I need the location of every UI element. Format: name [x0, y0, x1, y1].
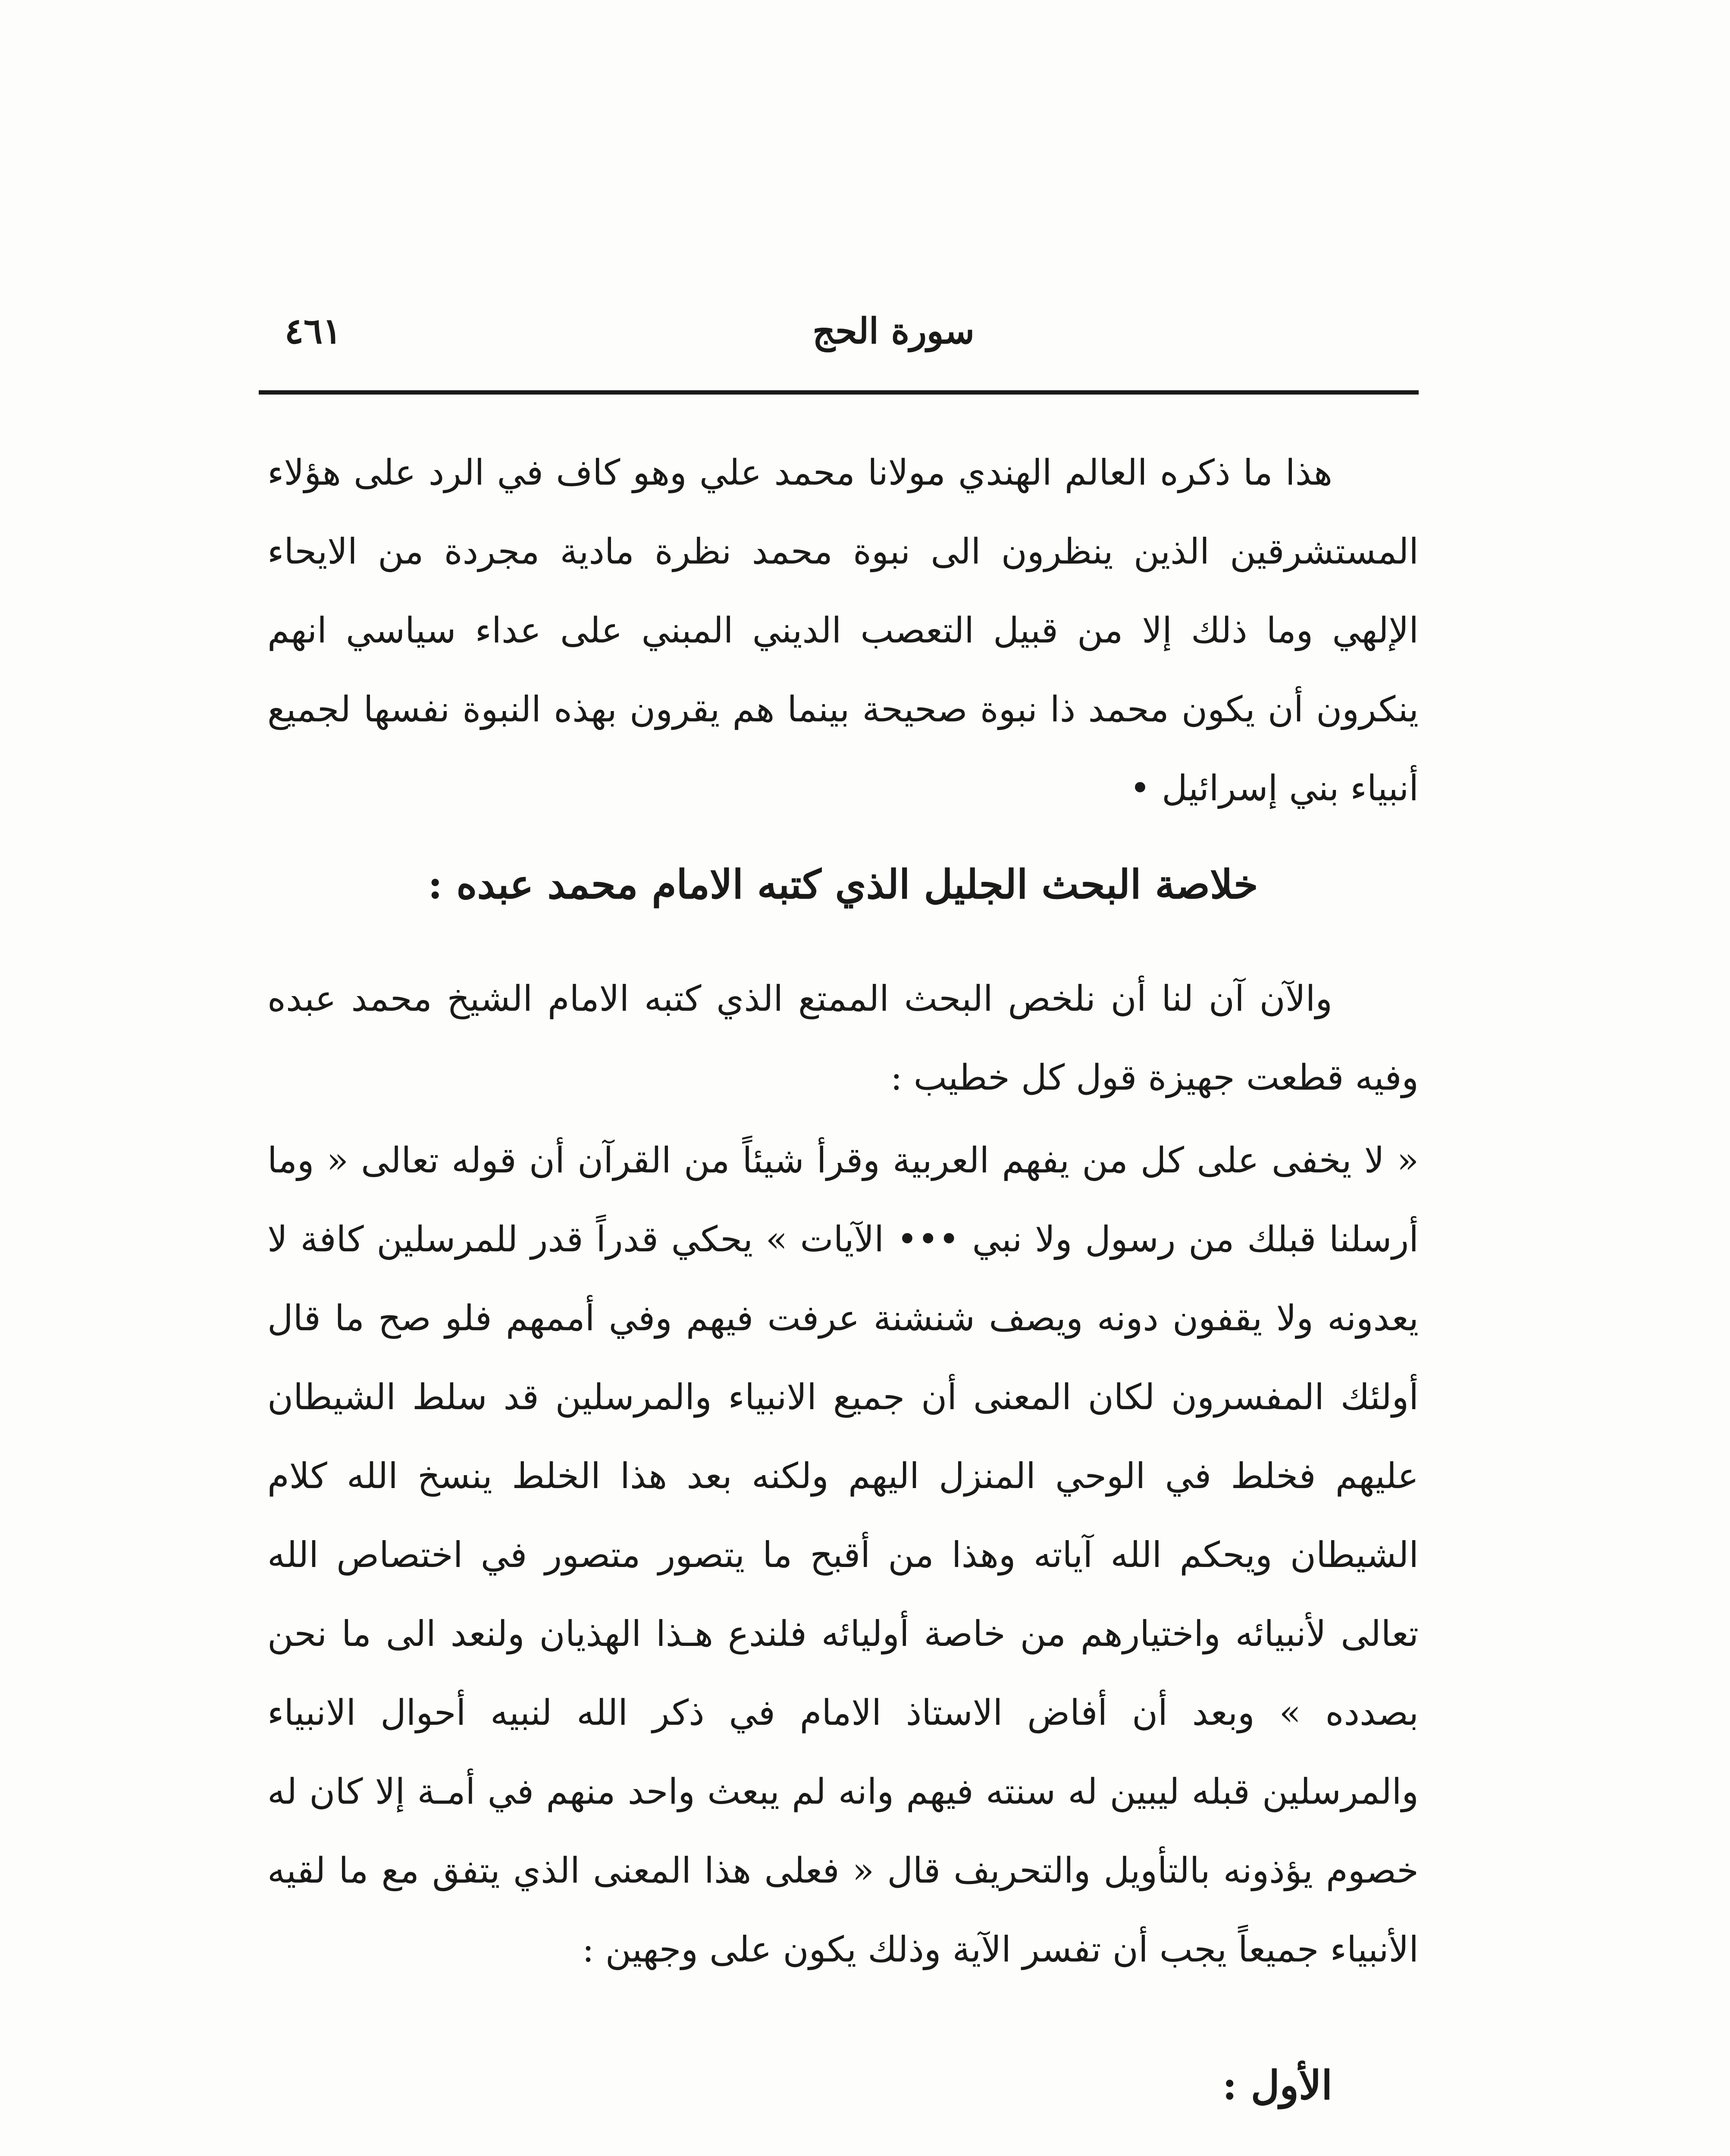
paragraph-intro-abduh: [267, 959, 1419, 1117]
page-number: ٤٦١: [285, 310, 342, 352]
paragraph-muhammad-ali: [267, 433, 1419, 828]
header-divider: [259, 390, 1419, 395]
paragraph-quotation: [267, 1121, 1419, 1989]
section-heading-summary: خلاصة البحث الجليل الذي كتبه الامام محمد عبده :: [428, 861, 1258, 908]
section-heading-first: الأول :: [1222, 2062, 1332, 2109]
paragraph-text: والآن آن لنا أن نلخص البحث الممتع الذي كتبه الامام الشيخ محمد عبده وفيه قطعت جهيزة قول كل خطيب :: [267, 978, 1419, 1098]
paragraph-text: هذا ما ذكره العالم الهندي مولانا محمد علي وهو كاف في الرد على هؤلاء المستشرقين الذين ينظرون الى نبوة محمد نظرة مادية مجردة من الايحاء الإلهي وما ذلك إلا من قبيل التعصب الديني المبني على عداء سياسي انهم ينكرون أن يكون محمد ذا نبوة صحيحة بينما هم يقرون بهذه النبوة نفسها لجميع أنبياء بني إسرائيل •: [267, 452, 1419, 809]
page-title: سورة الحج: [812, 310, 975, 352]
paragraph-text: « لا يخفى على كل من يفهم العربية وقرأ شيئاً من القرآن أن قوله تعالى « وما أرسلنا قبلك من رسول ولا نبي ••• الآيات » يحكي قدراً قدر للمرسلين كافة لا يعدونه ولا يقفون دونه ويصف شنشنة عرفت فيهم وفي أممهم فلو صح ما قال أولئك المفسرون لكان المعنى أن جميع الانبياء والمرسلين قد سلط الشيطان عليهم فخلط في الوحي المنزل اليهم ولكنه بعد هذا الخلط ينسخ الله كلام الشيطان ويحكم الله آياته وهذا من أقبح ما يتصور متصور في اختصاص الله تعالى لأنبيائه واختيارهم من خاصة أوليائه فلندع هـذا الهذيان ولنعد الى ما نحن بصدده » وبعد أن أفاض الاستاذ الامام في ذكر الله لنبيه أحوال الانبياء والمرسلين قبله ليبين له سنته فيهم وانه لم يبعث واحد منهم في أمـة إلا كان له خصوم يؤذونه بالتأويل والتحريف قال « فعلى هذا المعنى الذي يتفق مع ما لقيه الأنبياء جميعاً يجب أن تفسر الآية وذلك يكون على وجهين :: [267, 1140, 1419, 1970]
page-header: [259, 302, 1423, 375]
